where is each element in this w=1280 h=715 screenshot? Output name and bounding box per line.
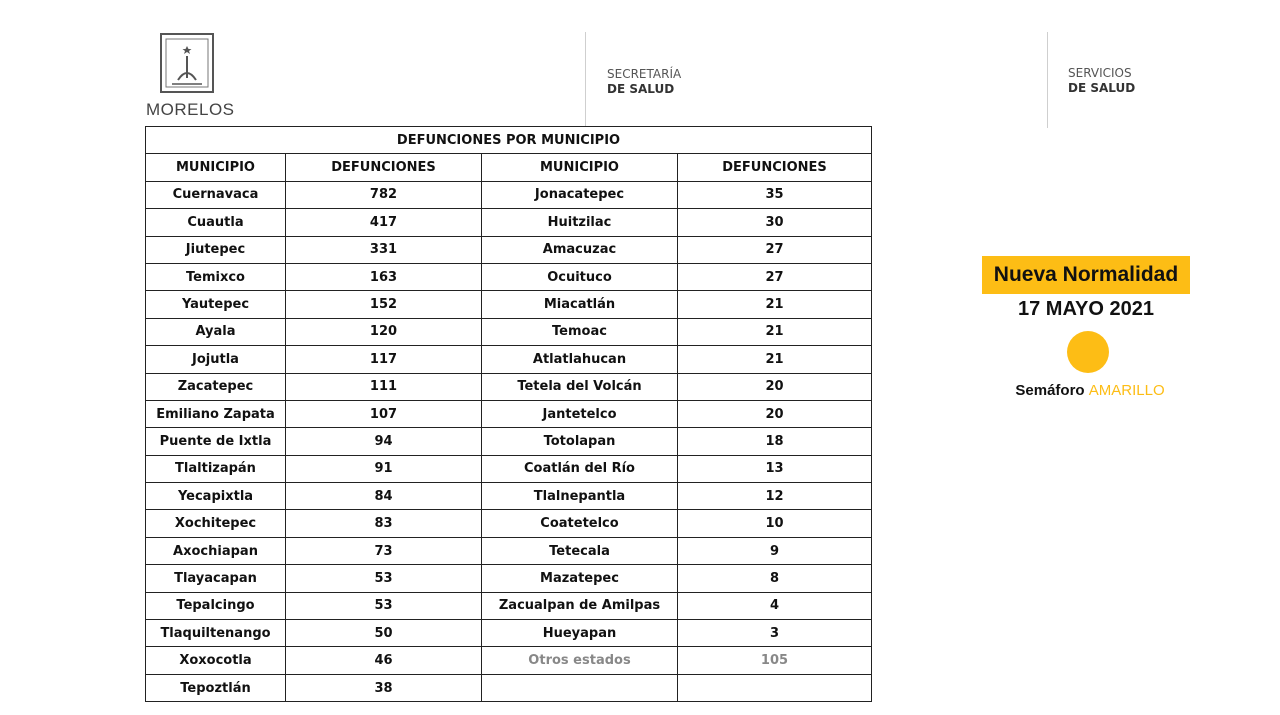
municipio-cell: Tlaquiltenango [146, 620, 286, 647]
defunciones-cell: 417 [286, 209, 482, 236]
servicios-line-2: DE SALUD [1068, 81, 1136, 95]
defunciones-cell: 21 [678, 318, 872, 345]
table-row [146, 291, 872, 318]
header-divider-2 [1047, 32, 1048, 128]
table-row [146, 263, 872, 290]
defunciones-cell: 30 [678, 209, 872, 236]
defunciones-cell: 105 [678, 647, 872, 674]
defunciones-cell: 12 [678, 483, 872, 510]
table-row [146, 592, 872, 619]
municipio-cell: Zacatepec [146, 373, 286, 400]
table-row [146, 565, 872, 592]
municipio-cell: Mazatepec [482, 565, 678, 592]
defunciones-cell: 46 [286, 647, 482, 674]
secretaria-line-2: DE SALUD [607, 82, 675, 96]
municipio-cell: Totolapan [482, 428, 678, 455]
municipio-cell: Xochitepec [146, 510, 286, 537]
nueva-normalidad-badge: Nueva Normalidad [982, 256, 1190, 294]
state-seal-icon [158, 32, 216, 96]
table-row [146, 428, 872, 455]
table-row [146, 400, 872, 427]
semaforo-text: Semáforo [1015, 382, 1085, 399]
municipio-cell: Zacualpan de Amilpas [482, 592, 678, 619]
table-title: DEFUNCIONES POR MUNICIPIO [146, 127, 872, 154]
table-row [146, 455, 872, 482]
table-row [146, 510, 872, 537]
header-divider-1 [585, 32, 586, 126]
defunciones-cell: 782 [286, 181, 482, 208]
municipio-cell: Huitzilac [482, 209, 678, 236]
municipio-cell: Emiliano Zapata [146, 400, 286, 427]
defunciones-cell [678, 674, 872, 701]
municipio-cell: Otros estados [482, 647, 678, 674]
header-defunciones-1: DEFUNCIONES [286, 154, 482, 181]
defunciones-cell: 120 [286, 318, 482, 345]
defunciones-cell: 10 [678, 510, 872, 537]
municipio-cell: Yecapixtla [146, 483, 286, 510]
defunciones-cell: 13 [678, 455, 872, 482]
defunciones-cell: 84 [286, 483, 482, 510]
defunciones-cell: 83 [286, 510, 482, 537]
municipio-cell: Coatlán del Río [482, 455, 678, 482]
municipio-cell: Temixco [146, 263, 286, 290]
municipio-cell: Temoac [482, 318, 678, 345]
table-row [146, 236, 872, 263]
defunciones-cell: 38 [286, 674, 482, 701]
defunciones-cell: 331 [286, 236, 482, 263]
semaforo-label [980, 382, 1200, 399]
defunciones-cell: 9 [678, 537, 872, 564]
municipio-cell: Tepoztlán [146, 674, 286, 701]
defunciones-cell: 107 [286, 400, 482, 427]
defunciones-cell: 4 [678, 592, 872, 619]
defunciones-cell: 8 [678, 565, 872, 592]
table-row [146, 181, 872, 208]
secretaria-salud-label [607, 67, 681, 97]
header-municipio-2: MUNICIPIO [482, 154, 678, 181]
municipio-cell: Atlatlahucan [482, 346, 678, 373]
state-name: MORELOS [146, 100, 235, 119]
table-row [146, 483, 872, 510]
municipio-cell: Tepalcingo [146, 592, 286, 619]
table-row [146, 647, 872, 674]
defunciones-cell: 20 [678, 400, 872, 427]
table-row [146, 373, 872, 400]
servicios-line-1: SERVICIOS [1068, 66, 1132, 80]
defunciones-cell: 73 [286, 537, 482, 564]
semaforo-light-icon [1067, 331, 1109, 373]
defunciones-cell: 163 [286, 263, 482, 290]
defunciones-cell: 152 [286, 291, 482, 318]
municipio-cell: Jojutla [146, 346, 286, 373]
header-defunciones-2: DEFUNCIONES [678, 154, 872, 181]
municipio-cell: Xoxocotla [146, 647, 286, 674]
defunciones-cell: 21 [678, 346, 872, 373]
defunciones-cell: 91 [286, 455, 482, 482]
municipio-cell: Tlayacapan [146, 565, 286, 592]
municipio-cell: Tetela del Volcán [482, 373, 678, 400]
municipio-cell: Tlalnepantla [482, 483, 678, 510]
table-row [146, 537, 872, 564]
municipio-cell: Cuautla [146, 209, 286, 236]
municipio-cell: Tetecala [482, 537, 678, 564]
table-row [146, 674, 872, 701]
table-row [146, 346, 872, 373]
defunciones-cell: 20 [678, 373, 872, 400]
defunciones-cell: 18 [678, 428, 872, 455]
municipio-cell: Axochiapan [146, 537, 286, 564]
municipio-cell: Coatetelco [482, 510, 678, 537]
table-header-row [146, 154, 872, 181]
municipio-cell: Yautepec [146, 291, 286, 318]
defunciones-cell: 27 [678, 263, 872, 290]
municipio-cell: Puente de Ixtla [146, 428, 286, 455]
municipio-cell: Cuernavaca [146, 181, 286, 208]
defunciones-cell: 21 [678, 291, 872, 318]
defunciones-cell: 3 [678, 620, 872, 647]
defunciones-cell: 94 [286, 428, 482, 455]
defunciones-cell: 111 [286, 373, 482, 400]
defunciones-cell: 53 [286, 565, 482, 592]
municipio-cell: Amacuzac [482, 236, 678, 263]
municipio-cell: Ayala [146, 318, 286, 345]
defunciones-cell: 50 [286, 620, 482, 647]
table-row [146, 318, 872, 345]
municipio-cell: Jantetelco [482, 400, 678, 427]
servicios-salud-label [1068, 66, 1135, 96]
defunciones-cell: 35 [678, 181, 872, 208]
table-title-row [146, 127, 872, 154]
defunciones-cell: 117 [286, 346, 482, 373]
municipio-cell: Jiutepec [146, 236, 286, 263]
report-date: 17 MAYO 2021 [1017, 298, 1154, 320]
defunciones-cell: 27 [678, 236, 872, 263]
header-municipio-1: MUNICIPIO [146, 154, 286, 181]
municipio-cell: Miacatlán [482, 291, 678, 318]
table-row [146, 620, 872, 647]
defunciones-cell: 53 [286, 592, 482, 619]
semaforo-value: AMARILLO [1088, 382, 1165, 399]
table-body [146, 181, 872, 701]
deaths-table [145, 126, 872, 702]
municipio-cell [482, 674, 678, 701]
morelos-logo [146, 32, 236, 122]
secretaria-line-1: SECRETARÍA [607, 67, 682, 81]
municipio-cell: Hueyapan [482, 620, 678, 647]
municipio-cell: Jonacatepec [482, 181, 678, 208]
municipio-cell: Tlaltizapán [146, 455, 286, 482]
table-row [146, 209, 872, 236]
municipio-cell: Ocuituco [482, 263, 678, 290]
